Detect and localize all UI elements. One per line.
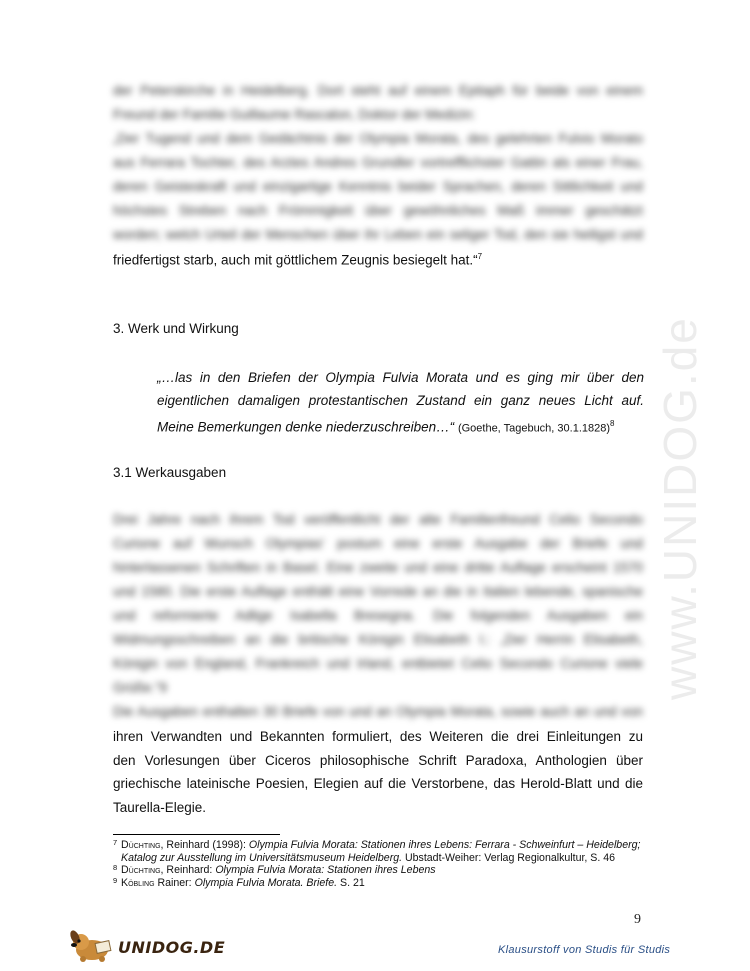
- footnote-divider: [113, 834, 280, 835]
- footnote-title: Olympia Fulvia Morata: Stationen ihres Lebens: [215, 864, 436, 877]
- blurred-line: Drei Jahre nach ihrem Tod veröffentlicht der alte Familienfreund Celio Secondo: [113, 512, 643, 527]
- section-heading: 3. Werk und Wirkung: [113, 321, 239, 336]
- footnote: [113, 839, 643, 864]
- footnote-author: Düchting: [121, 839, 161, 851]
- quote-citation: (Goethe, Tagebuch, 30.1.1828): [457, 422, 611, 435]
- footnote: [113, 864, 643, 877]
- footnote-text: Rainer:: [154, 876, 195, 889]
- subsection-heading: 3.1 Werkausgaben: [113, 465, 227, 480]
- blurred-line: Curione auf Wunsch Olympias' postum eine erste Ausgabe der Briefe und: [113, 536, 643, 551]
- quote-block: [157, 366, 644, 441]
- unidog-logo: [66, 928, 226, 964]
- footnote-number: 8: [113, 863, 118, 873]
- text-line: den Vorlesungen über Ciceros philosophische Schrift Paradoxa, Anthologien über: [113, 752, 643, 768]
- body-paragraph: [113, 725, 643, 819]
- text-line: Taurella-Elegie.: [113, 799, 207, 815]
- footnote-title: Olympia Fulvia Morata: Stationen ihres Lebens: Ferrara - Schweinfurt – Heidelberg; Katalog zur Ausstellung im Universitätsmuseum Heidelberg.: [121, 839, 641, 864]
- text-line: griechische lateinische Poesien, Elegien auf die Verstorbene, das Herold-Blatt und die: [113, 776, 643, 791]
- quote-text: „…las in den Briefen der Olympia Fulvia Morata und es ging mir über den eigentlichen damaligen protestantischen Zustand ein ganz neues Licht auf. Meine Bemerkungen denke niederzuschreiben…“: [157, 370, 644, 435]
- footnote-author: Düchting: [121, 864, 161, 877]
- footnotes: [113, 839, 643, 889]
- blurred-line: Freund der Familie Guillaume Rascalon, Doktor der Medizin:: [113, 107, 476, 122]
- blurred-line: Grüße.“9: [113, 680, 168, 695]
- footnote-text: , Reinhard (1998):: [160, 839, 249, 851]
- footnote-ref: 8: [610, 419, 615, 428]
- dog-icon: [66, 928, 118, 964]
- blurred-line: Die Ausgaben enthalten 30 Briefe von und an Olympia Morata, sowie auch an und von: [113, 704, 643, 719]
- logo-text: UNIDOG.DE: [118, 938, 226, 957]
- footnote-author: Köbling: [121, 876, 155, 889]
- footnote-number: 9: [113, 875, 118, 885]
- text-line: friedfertigst starb, auch mit göttlichem Zeugnis besiegelt hat.“: [113, 252, 478, 268]
- footnote-ref: 7: [477, 252, 483, 261]
- text-line: ihren Verwandten und Bekannten formuliert, des Weiteren die drei Einleitungen zu: [113, 729, 643, 744]
- blurred-line: und reformierte Adlige Isabella Bresegna. Die folgenden Ausgaben ein: [113, 608, 643, 623]
- blurred-line: und 1580. Die erste Auflage enthält eine Vorrede an die in Italien lebende, spanische: [113, 584, 643, 599]
- page-number: 9: [634, 912, 641, 927]
- blurred-line: deren Geisteskraft und einzigartige Kenntnis beider Sprachen, deren Sittlichkeit und: [113, 179, 643, 194]
- footnote-title: Olympia Fulvia Morata. Briefe.: [194, 876, 338, 889]
- blurred-line: aus Ferrara Tochter, des Arztes Andres Grundler vortrefflichster Gattin als einer Frau,: [113, 155, 643, 170]
- blurred-line: Widmungsschreiben an die britische Königin Elisabeth I.: „Der Herrin Elisabeth,: [113, 632, 643, 647]
- footnote-text: , Reinhard:: [160, 864, 216, 877]
- blurred-line: höchstes Streben nach Frömmigkeit über gewöhnliches Maß immer geschätzt: [113, 203, 643, 218]
- watermark: www.UNIDOG.de: [654, 316, 706, 700]
- footnote-number: 7: [113, 838, 118, 847]
- footnote-text: Ubstadt-Weiher: Verlag Regionalkultur, S. 46: [402, 851, 616, 864]
- footer-tagline: Klausurstoff von Studis für Studis: [498, 944, 671, 956]
- blurred-line: Königin von England, Frankreich und Irland, entbietet Celio Secondo Curione viele: [113, 656, 643, 671]
- footnote: [113, 877, 643, 890]
- blurred-line: worden; welch Urteil der Menschen über ihr Leben ein seliger Tod, den sie heiligst und: [113, 227, 643, 242]
- blurred-line: „Der Tugend und dem Gedächtnis der Olympia Morata, des gelehrten Fulvio Morato: [113, 131, 643, 146]
- blurred-line: hinterlassenen Schriften in Basel. Eine zweite und eine dritte Auflage erscheint 1570: [113, 560, 643, 575]
- blurred-line: der Peterskirche in Heidelberg. Dort steht auf einem Epitaph für beide von einem: [113, 83, 643, 98]
- footnote-text: S. 21: [337, 876, 365, 889]
- paragraph-last-line: [113, 252, 643, 268]
